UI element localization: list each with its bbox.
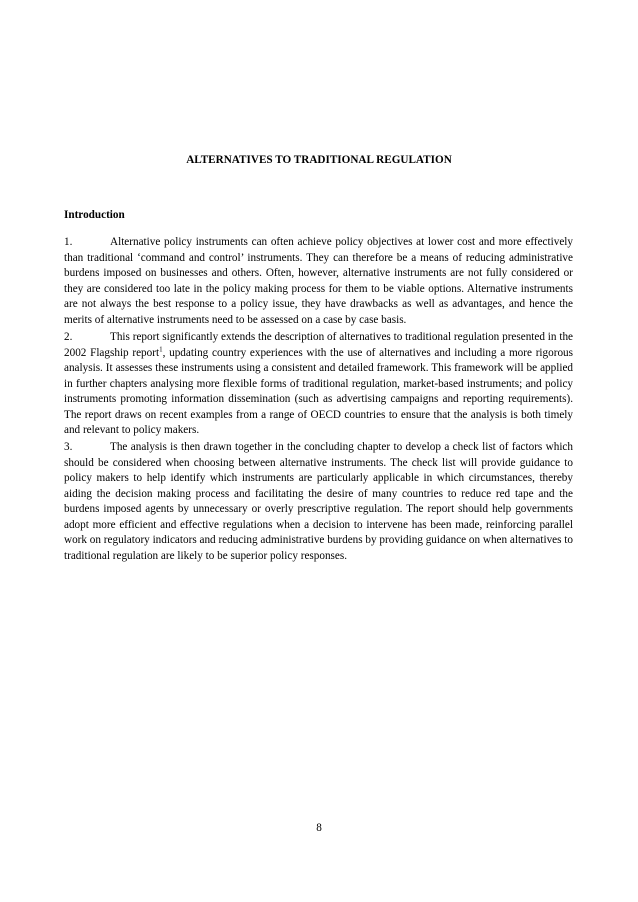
paragraph-number: 1. — [64, 236, 73, 248]
paragraph-1 — [64, 235, 573, 328]
paragraph-text-before-note: This report significantly extends the description of alternatives to traditional regulation presented in the 2002 Flagship report — [64, 331, 573, 359]
paragraph-2 — [64, 330, 573, 439]
paragraph-text-after-note: , updating country experiences with the use of alternatives and including a more rigorous analysis. It assesses these instruments using a consistent and detailed framework. This framework will be applied in further chapters analysing more flexible forms of traditional regulation, market-based instruments; and policy instruments promoting information dissemination (such as advertising campaigns and reporting requirements). The report draws on recent examples from a range of OECD countries to ensure that the analysis is both timely and relevant to policy makers. — [64, 346, 573, 436]
paragraph-3 — [64, 440, 573, 564]
section-heading: Introduction — [64, 209, 125, 221]
page-number: 8 — [316, 822, 322, 834]
paragraph-text: The analysis is then drawn together in the concluding chapter to develop a check list of factors which should be considered when choosing between alternative instruments. The check list will provide guidance to policy makers to help identify which instruments are particularly applicable in which circumstances, thereby aiding the decision making process and facilitating the desire of many countries to reduce red tape and the burdens imposed agents by unnecessary or overly prescriptive regulation. The report should help governments adopt more efficient and effective regulations when a decision to intervene has been made, reinforcing parallel work on regulatory indicators and reducing administrative burdens by providing guidance on when alternatives to traditional regulation are likely to be superior policy responses. — [64, 441, 573, 562]
paragraph-number: 2. — [64, 331, 73, 343]
paragraph-text: Alternative policy instruments can often achieve policy objectives at lower cost and more effectively than traditional ‘command and control’ instruments. They can therefore be a means of reducing administrative burdens imposed on businesses and others. Often, however, alternative instruments are not fully considered or they are considered too late in the policy making process for them to be viable options. Alternative instruments are not always the best response to a policy issue, they have drawbacks as well as advantages, and hence the merits of alternative instruments need to be assessed on a case by case basis. — [64, 236, 573, 326]
document-title: ALTERNATIVES TO TRADITIONAL REGULATION — [186, 154, 452, 166]
footnote-marker[interactable]: 1 — [159, 344, 163, 353]
paragraph-number: 3. — [64, 441, 73, 453]
